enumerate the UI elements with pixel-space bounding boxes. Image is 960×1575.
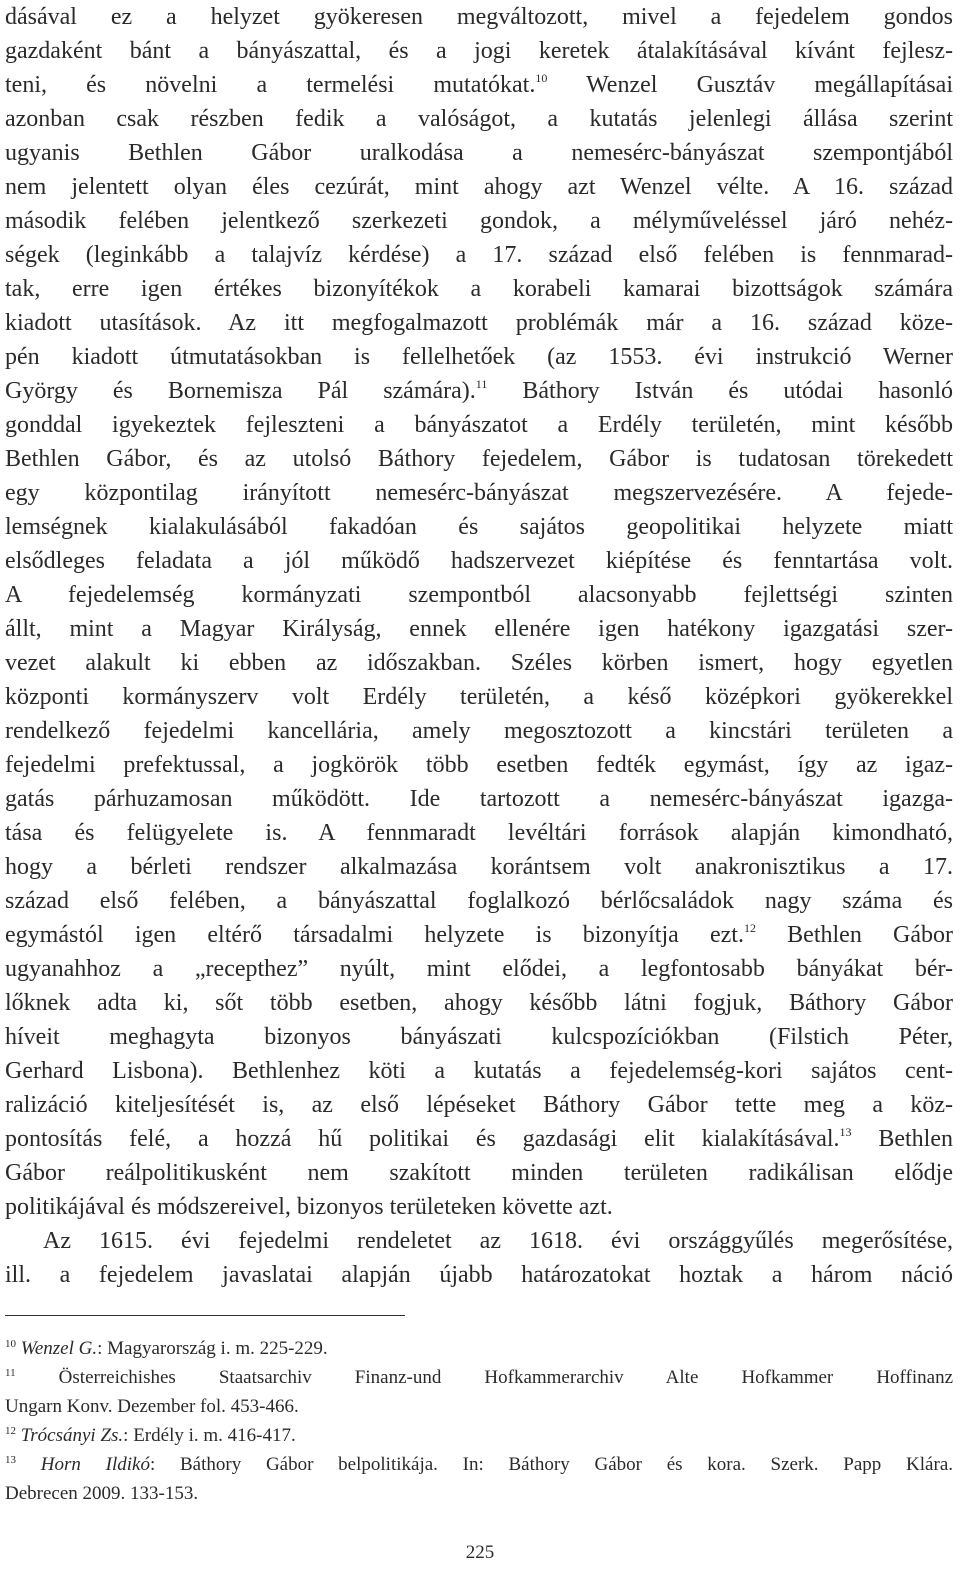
text-line: pontosítás felé, a hozzá hű politikai és gazdasági elit kialakításával.$^{13}$ Bethlen bbox=[5, 1125, 954, 1152]
text-line: elsődleges feladata a jól működő hadszervezet kiépítése és fenntartása volt. bbox=[5, 548, 953, 574]
text-line: gonddal igyekeztek fejleszteni a bányászatot a Erdély területén, mint később bbox=[5, 412, 953, 438]
text-line: lemségnek kialakulásából fakadóan és sajátos geopolitikai helyzete miatt bbox=[5, 514, 953, 540]
text-line: híveit meghagyta bizonyos bányászati kulcspozíciókban (Filstich Péter, bbox=[5, 1024, 953, 1050]
text-line: fejedelmi prefektussal, a jogkörök több esetben fedték egymást, így az igaz- bbox=[5, 752, 953, 778]
text-line: második felében jelentkező szerkezeti gondok, a mélyműveléssel járó nehéz- bbox=[5, 208, 953, 234]
text-line: nem jelentett olyan éles cezúrát, mint ahogy azt Wenzel vélte. A 16. század bbox=[5, 174, 953, 200]
text-line: pén kiadott útmutatásokban is fellelhetőek (az 1553. évi instrukció Werner bbox=[5, 344, 953, 370]
footnote-ref[interactable]: 10 bbox=[535, 71, 548, 85]
text-line: lőknek adta ki, sőt több esetben, ahogy később látni fogjuk, Báthory Gábor bbox=[5, 990, 953, 1016]
text-line: gazdaként bánt a bányászattal, és a jogi keretek átalakításával kívánt fejlesz- bbox=[5, 38, 953, 64]
text-line: rendelkező fejedelmi kancellária, amely megosztozott a kincstári területen a bbox=[5, 718, 953, 744]
footnote-ref[interactable]: 12 bbox=[743, 921, 756, 935]
footnote-author: Horn Ildikó bbox=[40, 1454, 150, 1475]
text-line: ugyanahhoz a „recepthez” nyúlt, mint elődei, a legfontosabb bányákat bér- bbox=[5, 956, 953, 982]
footnote-ref[interactable]: 11 bbox=[475, 377, 488, 391]
footnote-13: $^{13}$ Horn Ildikó: Báthory Gábor belpolitikája. In: Báthory Gábor és kora. Szerk. Papp Klára. bbox=[5, 1454, 954, 1475]
footnotes bbox=[5, 1334, 953, 1508]
text-line: kiadott utasítások. Az itt megfogalmazott problémák már a 16. század köze- bbox=[5, 310, 953, 336]
footnote-divider bbox=[5, 1315, 405, 1316]
text-line: gatás párhuzamosan működött. Ide tartozott a nemesérc-bányászat igazga- bbox=[5, 786, 953, 812]
text-line: egy központilag irányított nemesérc-bányászat megszervezésére. A fejede- bbox=[5, 480, 953, 506]
text-line: Bethlen Gábor, és az utolsó Báthory fejedelem, Gábor is tudatosan törekedett bbox=[5, 446, 953, 472]
footnote-11-cont: Ungarn Konv. Dezember fol. 453-466. bbox=[5, 1396, 299, 1417]
text-line: dásával ez a helyzet gyökeresen megváltozott, mivel a fejedelem gondos bbox=[5, 4, 953, 30]
text-line: azonban csak részben fedik a valóságot, a kutatás jelenlegi állása szerint bbox=[5, 106, 953, 132]
page-number: 225 bbox=[465, 1542, 495, 1563]
text-line: állt, mint a Magyar Királyság, ennek ellenére igen hatékony igazgatási szer- bbox=[5, 616, 953, 642]
text-line: egymástól igen eltérő társadalmi helyzete is bizonyítja ezt.$^{12}$ Bethlen Gábor bbox=[5, 921, 954, 948]
text-line: ill. a fejedelem javaslatai alapján újabb határozatokat hoztak a három náció bbox=[5, 1262, 953, 1288]
text-line: ralizáció kiteljesítését is, az első lépéseket Báthory Gábor tette meg a köz- bbox=[5, 1092, 953, 1118]
text-line: ugyanis Bethlen Gábor uralkodása a nemesérc-bányászat szempontjából bbox=[5, 140, 953, 166]
text-line: politikájával és módszereivel, bizonyos területeken követte azt. bbox=[5, 1194, 613, 1220]
text-line: Az 1615. évi fejedelmi rendeletet az 1618. évi országgyűlés megerősítése, bbox=[43, 1228, 953, 1254]
text-line: Gerhard Lisbona). Bethlenhez köti a kutatás a fejedelemség-kori sajátos cent- bbox=[5, 1058, 953, 1084]
text-line: központi kormányszerv volt Erdély területén, a késő középkori gyökerekkel bbox=[5, 684, 953, 710]
footnote-13-cont: Debrecen 2009. 133-153. bbox=[5, 1483, 199, 1504]
text-line: hogy a bérleti rendszer alkalmazása korántsem volt anakronisztikus a 17. bbox=[5, 854, 953, 880]
footnote-11: $^{11}$ Österreichishes Staatsarchiv Finanz-und Hofkammerarchiv Alte Hofkammer Hoffinanz bbox=[5, 1367, 954, 1388]
text-line: vezet alakult ki ebben az időszakban. Széles körben ismert, hogy egyetlen bbox=[5, 650, 953, 676]
footnote-12: $^{12}$ Trócsányi Zs.: Erdély i. m. 416-417. bbox=[5, 1425, 296, 1446]
text-line: György és Bornemisza Pál számára).$^{11}$ Báthory István és utódai hasonló bbox=[5, 377, 953, 404]
footnote-author: Wenzel G. bbox=[20, 1338, 98, 1359]
text-line: század első felében, a bányászattal foglalkozó bérlőcsaládok nagy száma és bbox=[5, 888, 953, 914]
footnote-author: Trócsányi Zs. bbox=[20, 1425, 124, 1446]
text-line: A fejedelemség kormányzati szempontból alacsonyabb fejlettségi szinten bbox=[5, 582, 953, 608]
text-line: Gábor reálpolitikusként nem szakított minden területen radikálisan elődje bbox=[5, 1160, 953, 1186]
footnote-ref[interactable]: 13 bbox=[839, 1125, 852, 1139]
body-text bbox=[5, 0, 953, 1292]
text-line: tak, erre igen értékes bizonyítékok a korabeli kamarai bizottságok számára bbox=[5, 276, 953, 302]
footnote-10: $^{10}$ Wenzel G.: Magyarország i. m. 225-229. bbox=[5, 1338, 328, 1359]
text-line: tása és felügyelete is. A fennmaradt levéltári források alapján kimondható, bbox=[5, 820, 953, 846]
text-line: ségek (leginkább a talajvíz kérdése) a 17. század első felében is fennmarad- bbox=[5, 242, 953, 268]
text-line: teni, és növelni a termelési mutatókat.$^{10}$ Wenzel Gusztáv megállapításai bbox=[5, 71, 953, 98]
